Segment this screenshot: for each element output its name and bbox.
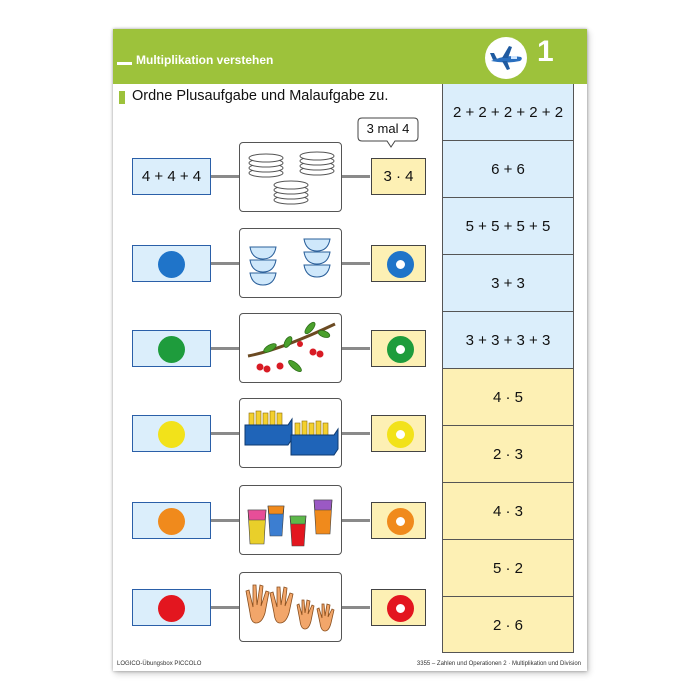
blue-dot [158, 251, 185, 278]
multiplication-box[interactable] [371, 158, 426, 195]
picture-plates [239, 142, 342, 212]
red-dot [158, 595, 185, 622]
answer-card[interactable]: 2 · 6 [442, 597, 574, 653]
multiplication-box[interactable] [371, 245, 426, 282]
connector-line [342, 347, 370, 350]
picture-bottle-crates [239, 398, 342, 468]
orange-ring [387, 508, 414, 535]
answer-card[interactable]: 4 · 3 [442, 483, 574, 540]
worksheet-title: Multiplikation verstehen [136, 53, 274, 67]
instruction-marker [119, 91, 125, 104]
answer-card[interactable]: 5 + 5 + 5 + 5 [442, 198, 574, 255]
answer-card[interactable]: 3 + 3 [442, 255, 574, 312]
connector-line [342, 432, 370, 435]
connector-line [342, 262, 370, 265]
answer-card[interactable]: 3 + 3 + 3 + 3 [442, 312, 574, 369]
answer-card[interactable]: 4 · 5 [442, 369, 574, 426]
worksheet-number: 1 [537, 35, 554, 68]
connector-line [211, 519, 239, 522]
picture-stacked-cups [239, 485, 342, 555]
answer-card[interactable]: 2 · 3 [442, 426, 574, 483]
answer-card[interactable]: 5 · 2 [442, 540, 574, 597]
addition-box[interactable] [132, 415, 211, 452]
connector-line [342, 175, 370, 178]
connector-line [211, 606, 239, 609]
connector-line [342, 606, 370, 609]
yellow-ring [387, 421, 414, 448]
green-ring [387, 336, 414, 363]
picture-cherry-branch [239, 313, 342, 383]
picture-bowls [239, 228, 342, 298]
blue-ring [387, 251, 414, 278]
multiplication-box[interactable] [371, 415, 426, 452]
orange-dot [158, 508, 185, 535]
connector-line [342, 519, 370, 522]
answer-card[interactable]: 2 + 2 + 2 + 2 + 2 [442, 84, 574, 141]
red-ring [387, 595, 414, 622]
addition-text: 4 + 4 + 4 [141, 168, 202, 185]
addition-box[interactable] [132, 245, 211, 282]
footer-right: 3355 – Zahlen und Operationen 2 · Multiplikation und Division [416, 661, 581, 667]
addition-box[interactable] [132, 502, 211, 539]
airplane-icon [485, 37, 527, 79]
picture-raised-hands [239, 572, 342, 642]
connector-line [211, 347, 239, 350]
instruction-text: Ordne Plusaufgabe und Malaufgabe zu. [132, 88, 389, 104]
multiplication-box[interactable] [371, 589, 426, 626]
green-dot [158, 336, 185, 363]
addition-box[interactable] [132, 589, 211, 626]
yellow-dot [158, 421, 185, 448]
connector-line [211, 175, 239, 178]
multiplication-box[interactable] [371, 330, 426, 367]
connector-line [211, 262, 239, 265]
worksheet-card [113, 29, 587, 671]
speech-bubble-text: 3 mal 4 [366, 121, 410, 136]
header-bar [113, 29, 587, 84]
footer-left: LOGICO-Übungsbox PICCOLO [117, 661, 202, 667]
answer-card[interactable]: 6 + 6 [442, 141, 574, 198]
addition-box[interactable] [132, 330, 211, 367]
multiplication-text: 3 · 4 [383, 168, 414, 185]
header-dash [117, 62, 132, 65]
connector-line [211, 432, 239, 435]
addition-box[interactable] [132, 158, 211, 195]
multiplication-box[interactable] [371, 502, 426, 539]
